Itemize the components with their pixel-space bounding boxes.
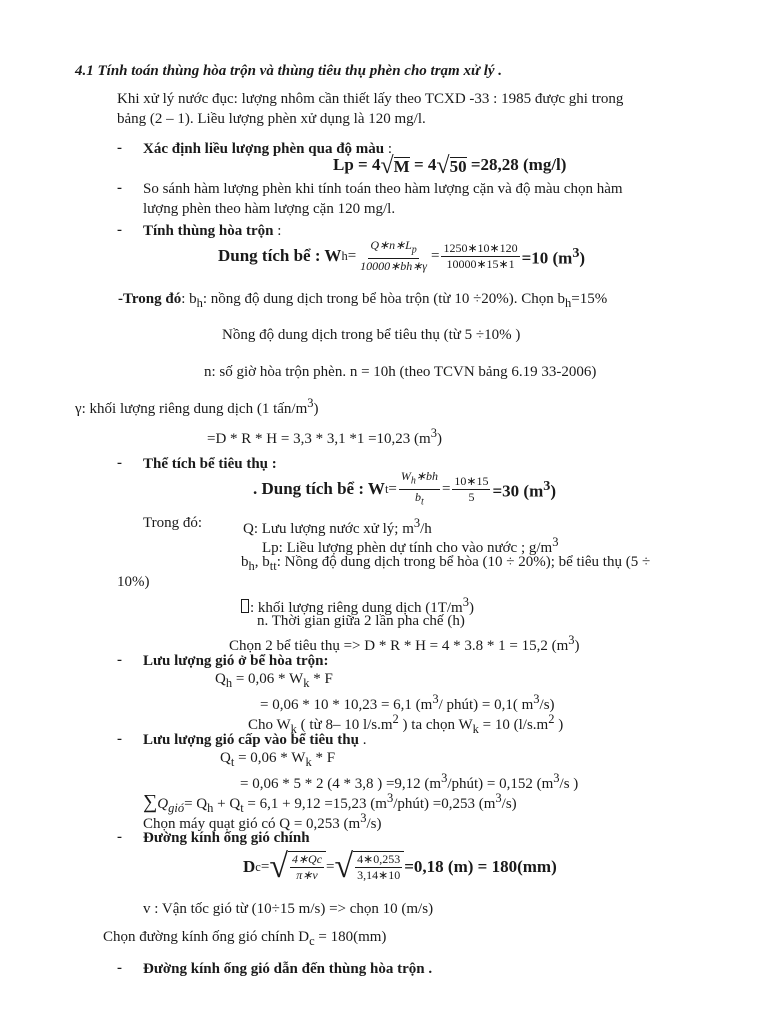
- qt-calculation: = 0,06 * 5 * 2 (4 * 3,8 ) =9,12 $(m^3/phút) = 0,152$ ($m^3/s$ ): [240, 771, 579, 792]
- compare-line-1: So sánh hàm lượng phèn khi tính toán theo hàm lượng cặn và độ màu chọn hàm: [143, 181, 623, 197]
- dc-formula: D c = √ $\frac{4∗Qc}{\pi∗v}$ = √ $\frac{4∗0,253}{3,14∗10}$ =0,18 (m) = 180(mm): [243, 848, 557, 885]
- subsection-title-main-pipe: Đường kính ống gió chính: [143, 830, 310, 846]
- subsection-title-air-flow-consumption: Lưu lượng gió cấp vào bể tiêu thụ .: [143, 732, 367, 748]
- choose-consumption-tank-line: Chọn 2 bể tiêu thụ => D * R * H = 4 * 3.8 * 1 = 15,2 $(m^3)$: [229, 633, 580, 654]
- subsection-title-branch-pipe: Đường kính ống gió dẫn đến thùng hòa trộn .: [143, 961, 433, 977]
- where-bh-line: -Trong đó: $b_h$: nồng độ dung dịch trong bể hòa trộn (từ 10 ÷20%). Chọn $b_h=15\%$: [118, 291, 608, 310]
- section-heading: 4.1 Tính toán thùng hòa trộn và thùng tiêu thụ phèn cho trạm xử lý .: [75, 63, 503, 79]
- where-n-line: n. Thời gian giữa 2 lần pha chế (h): [257, 613, 465, 629]
- subsection-title-air-flow-mixing: Lưu lượng gió ở bể hòa trộn:: [143, 653, 329, 669]
- dimension-line-1: =D * R * H = 3,3 * 3,1 *1 =10,23 $(m^3)$: [207, 426, 442, 447]
- concentration-consumption-line: Nồng độ dung dịch trong bể tiêu thụ (từ 5 ÷10% ): [222, 327, 521, 343]
- bullet-dash: -: [117, 180, 122, 196]
- bullet-dash: -: [117, 222, 122, 238]
- qh-formula: $Q_h = 0,06 * W_k * F$: [215, 671, 333, 690]
- n-hours-line: n: số giờ hòa trộn phèn. n = 10h (theo TCVN bảng 6.19 33-2006): [204, 364, 597, 380]
- where-bh-btt-line: $b_h$, $b_{tt}$: Nồng độ dung dịch trong bể hòa (10 ÷ 20%); bể tiêu thụ (5 ÷: [241, 554, 651, 573]
- bullet-dash: -: [117, 960, 122, 976]
- where-label: Trong đó:: [143, 515, 203, 531]
- bullet-dash: -: [117, 652, 122, 668]
- intro-line-1: Khi xử lý nước đục: lượng nhôm cần thiết lấy theo TCXD -33 : 1985 được ghi trong: [117, 91, 624, 107]
- lp-formula: Lp = 4 √ M = 4 √ 50 =28,28 (mg/l): [333, 153, 567, 179]
- where-lp-line: Lp: Liều lượng phèn dự tính cho vào nước ; $g/m^3$: [262, 535, 559, 556]
- where-q-line: Q: Lưu lượng nước xử lý; $m^3/h$: [243, 516, 432, 537]
- subsection-title-mixing-tank: Tính thùng hòa trộn :: [143, 223, 282, 239]
- bullet-dash: -: [117, 731, 122, 747]
- where-gamma-line: : khối lượng riêng dung dịch $(1T/m^3)$: [241, 593, 474, 617]
- wt-formula: . Dung tích bể : W t = $\frac{W_h∗bh}{b_t}$ = $\frac{10∗15}{5}$ =30 $(m^3)$: [253, 469, 556, 507]
- qt-formula: $Q_t = 0,06 * W_k * F$: [220, 750, 336, 769]
- subsection-title-dose-color: Xác định liều lượng phèn qua độ màu :: [143, 141, 393, 157]
- subsection-title-consumption-tank: Thể tích bể tiêu thụ :: [143, 456, 277, 472]
- qh-calculation: = 0,06 * 10 * 10,23 = 6,1 ($m^3/$ phút) = 0,1( $m^3/s$): [260, 692, 555, 713]
- velocity-line: v : Vận tốc gió từ (10÷15 m/s) => chọn 10 (m/s): [143, 901, 434, 917]
- compare-line-2: lượng phèn theo hàm lượng cặn 120 mg/l.: [143, 201, 396, 217]
- bullet-dash: -: [117, 455, 122, 471]
- bullet-dash: -: [117, 829, 122, 845]
- gamma-line: γ: khối lượng riêng dung dịch (1 tấn/$m^3$): [75, 396, 319, 417]
- wh-formula: Dung tích bể : W h = $\frac{Q∗n∗L_p}{10000∗bh∗\gamma}$ = $\frac{1250∗10∗120}{10000∗15∗1}$ =10 $(m^3)$: [218, 238, 586, 273]
- wk-choice-line: Cho $W_k$ ( từ 8– 10 $l/s.m^2$ ) ta chọn $W_k = 10$ ($l/s.m^2$ ): [248, 712, 564, 736]
- choose-main-diameter-line: Chọn đường kính ống gió chính $D_c = 180(mm)$: [103, 929, 387, 948]
- where-bh-btt-continuation: 10%): [117, 574, 150, 590]
- bullet-dash: -: [117, 140, 122, 156]
- missing-glyph-icon: [241, 599, 249, 613]
- sum-q-line: $\sum Q_{gió}= Q_h + Q_t = 6,1 + 9,12 =15,23$ $(m^3/phút) =0,253$ $(m^3/s)$: [143, 791, 517, 815]
- intro-line-2: bảng (2 – 1). Liều lượng phèn xử dụng là 120 mg/l.: [117, 111, 426, 127]
- choose-blower-line: Chọn máy quạt gió có Q = 0,253 $(m^3/s)$: [143, 811, 382, 832]
